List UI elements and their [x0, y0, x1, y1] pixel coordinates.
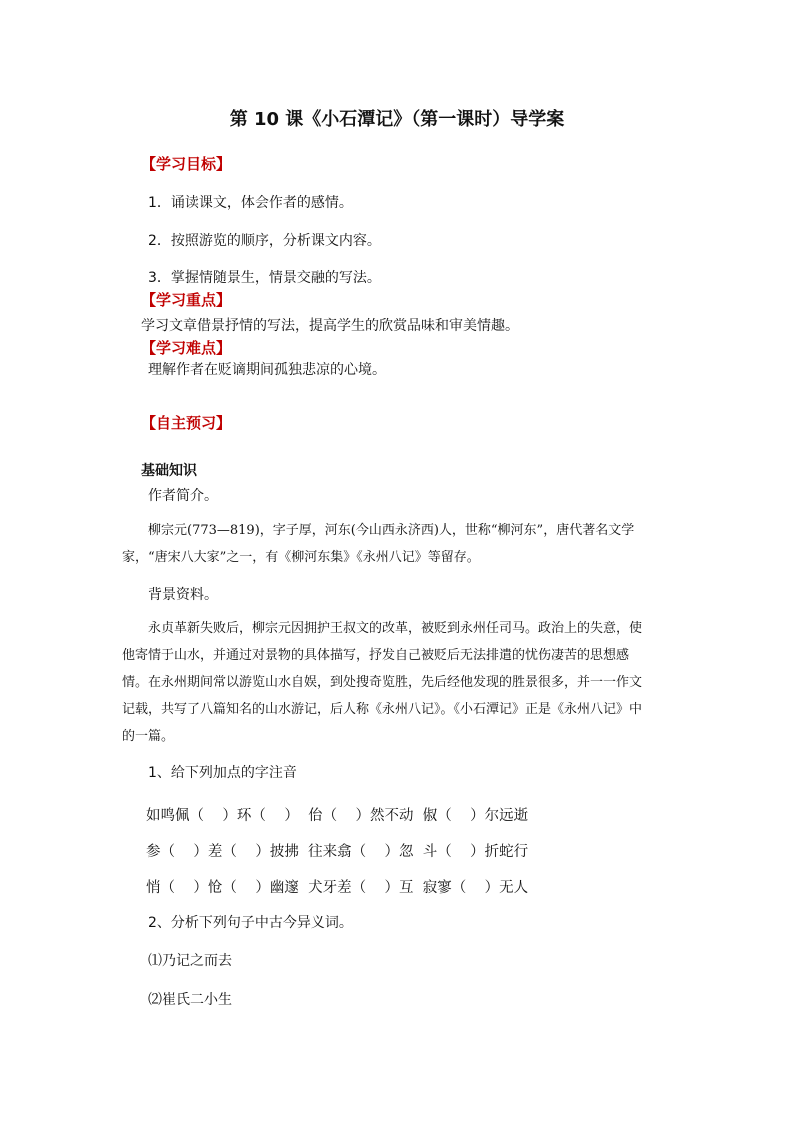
question-1-line-2: 参（ ）差（ ）披拂 往来翕（ ）忽 斗（ ）折蛇行 — [146, 844, 529, 860]
key-points-heading: 【学习重点】 — [141, 291, 232, 309]
difficulties-text: 理解作者在贬谪期间孤独悲凉的心境。 — [148, 362, 386, 378]
objective-item-2: 2．按照游览的顺序，分析课文内容。 — [148, 233, 381, 249]
basic-knowledge-heading: 基础知识 — [141, 463, 197, 479]
author-label: 作者简介。 — [148, 488, 218, 504]
preview-heading: 【自主预习】 — [141, 414, 232, 432]
objective-item-1: 1．诵读课文，体会作者的感情。 — [148, 195, 353, 211]
question-2-item-2: ⑵崔氏二小生 — [148, 992, 232, 1008]
author-paragraph: 柳宗元(773—819)，字子厚，河东(今山西永济西)人，世称“柳河东”，唐代著名文学家，“唐宋八大家”之一，有《柳河东集》《永州八记》等留存。 — [122, 523, 635, 565]
question-2-item-1: ⑴乃记之而去 — [148, 953, 232, 969]
question-1-line-1: 如鸣佩（ ）环（ ） 佁（ ）然不动 俶（ ）尔远逝 — [146, 808, 529, 824]
question-1-line-3: 悄（ ）怆（ ）幽邃 犬牙差（ ）互 寂寥（ ）无人 — [146, 880, 529, 896]
background-label: 背景资料。 — [148, 587, 218, 603]
objectives-heading: 【学习目标】 — [141, 155, 232, 173]
difficulties-heading: 【学习难点】 — [141, 339, 232, 357]
question-1-title: 1、给下列加点的字注音 — [148, 765, 297, 781]
page-title: 第 10 课《小石潭记》（第一课时）导学案 — [229, 109, 565, 130]
background-paragraph: 永贞革新失败后，柳宗元因拥护王叔文的改革，被贬到永州任司马。政治上的失意，使他寄情于山水，并通过对景物的具体描写，抒发自己被贬后无法排遣的忧伤凄苦的思想感情。在永州期间常以游览山水自娱，到处搜奇览胜，先后经他发现的胜景很多，并一一作文记载，共写了八篇知名的山水游记，后人称《永州八记》。《小石潭记》正是《永州八记》中的一篇。 — [122, 621, 643, 744]
objective-item-3: 3．掌握情随景生，情景交融的写法。 — [148, 270, 381, 286]
question-2-title: 2、分析下列句子中古今异义词。 — [148, 915, 353, 931]
key-points-text: 学习文章借景抒情的写法，提高学生的欣赏品味和审美情趣。 — [141, 318, 519, 334]
